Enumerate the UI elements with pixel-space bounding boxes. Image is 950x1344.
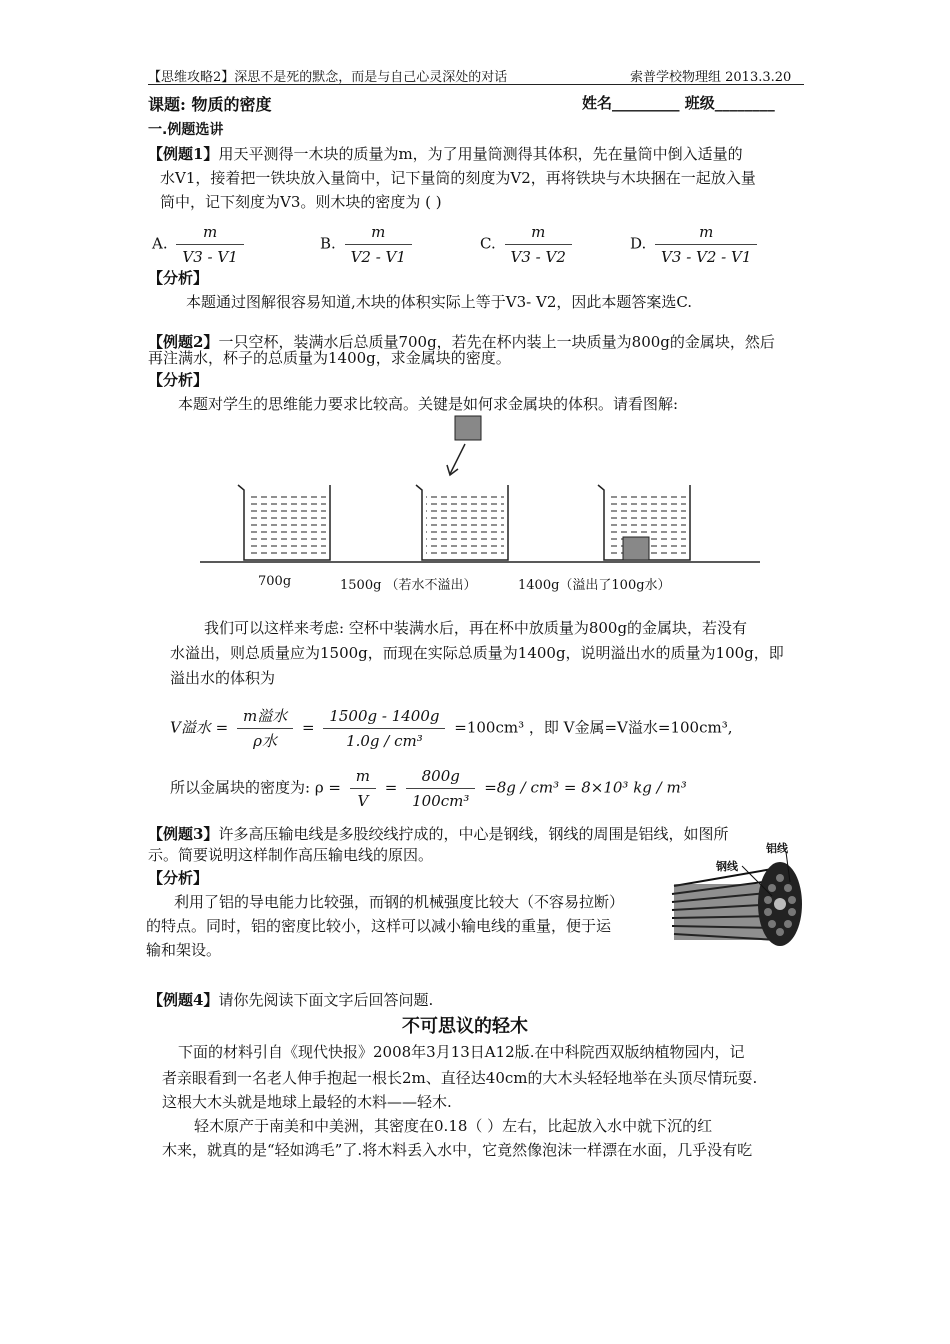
metal-block-in-beaker [623,537,649,560]
eq2-result: =8g / cm³ = 8×10³ kg / m³ [484,778,687,797]
ex1-line2: 水V1，接着把一铁块放入量筒中，记下量筒的刻度为V2，再将铁块与木块捆在一起放入量 [160,169,756,187]
eq1-lhs: V溢水 [170,718,211,737]
option-denominator: V3 - V2 [510,248,566,266]
ex4-intro-text: 请你先阅读下面文字后回答问题. [218,991,434,1009]
ex1-option-a [152,220,248,269]
ex2-para1: 我们可以这样来考虑: 空杯中装满水后，再在杯中放质量为800g的金属块，若没有 [204,619,748,637]
eq2-prefix: 所以金属块的密度为: ρ = [170,778,341,797]
eq2-num1: m [350,764,376,789]
option-denominator: V2 - V1 [350,248,406,266]
article-p2: 者亲眼看到一名老人伸手抱起一根长2m、直径达40cm的大木头轻轻地举在头顶尽情玩耍. [162,1069,758,1087]
header-motto: 【思维攻略2】深思不是死的默念，而是与自己心灵深处的对话 [148,70,508,85]
ex3-text1: 许多高压输电线是多股绞线拧成的，中心是钢线，钢线的周围是铝线，如图所 [218,825,729,843]
article-p5: 木来，就真的是“轻如鸿毛”了.将木料丢入水中，它竟然像泡沫一样漂在水面，几乎没有吃 [162,1141,753,1159]
ex1-text1: 用天平测得一木块的质量为m，为了用量筒测得其体积，先在量筒中倒入适量的 [218,145,743,163]
article-p4: 轻木原产于南美和中美洲，其密度在0.18（ ）左右，比起放入水中就下沉的红 [194,1117,713,1135]
ex1-option-c [480,220,576,269]
beaker-3 [598,485,690,560]
ex3-tag: 【例题3】 [148,825,219,843]
header-divider [148,84,804,85]
page-title: 课题: 物质的密度 [148,95,272,114]
ex1-option-d [630,220,761,269]
ex3-analysis-2: 的特点。同时，铝的密度比较小，这样可以减小输电线的重量，便于运 [146,917,612,935]
cable-illustration [668,838,808,958]
ex2-text1: 一只空杯，装满水后总质量700g，若先在杯内装上一块质量为800g的金属块，然后 [218,333,775,351]
option-numerator: m [505,220,572,245]
option-denominator: V3 - V2 - V1 [661,248,752,266]
eq1-den1: ρ水 [253,732,277,750]
ex1-line1 [148,142,743,166]
ex2-analysis: 本题对学生的思维能力要求比较高。关键是如何求金属块的体积。请看图解: [178,395,679,413]
equation-density: 所以金属块的密度为: ρ = $\frac{m}{V}$ = $\frac{800g}{\text{100cm³}}$ =8g / cm³ = 8×10³ kg / m³ [170,764,687,813]
section-heading: 一.例题选讲 [148,122,224,138]
eq1-den2: 1.0g / cm³ [346,732,423,750]
ex3-analysis-1: 利用了铝的导电能力比较强，而钢的机械强度比较大（不容易拉断） [174,893,625,911]
eq1-num2: 1500g - 1400g [323,704,445,729]
ex4-intro [148,988,433,1012]
ex2-para3: 溢出水的体积为 [170,669,276,687]
eq1-num1: m溢水 [237,704,293,729]
ex2-analysis-tag: 【分析】 [148,371,209,389]
ex3-analysis-tag: 【分析】 [148,869,209,887]
ex1-line3: 筒中，记下刻度为V3。则木块的密度为 ( ) [160,193,442,211]
option-label: A. [152,234,168,253]
eq2-den2: 100cm³ [412,792,470,810]
header-school-date: 索普学校物理组 2013.3.20 [630,70,792,85]
ex2-tag: 【例题2】 [148,333,219,351]
fig-label-3: 1400g（溢出了100g水） [518,578,671,593]
cable-label-steel: 钢线 [716,860,738,873]
ex2-para2: 水溢出，则总质量应为1500g，而现在实际总质量为1400g，说明溢出水的质量为100g，即 [170,644,784,662]
ex1-analysis-tag: 【分析】 [148,269,209,287]
eq1-result: =100cm³ ，即 V金属=V溢水=100cm³, [454,718,733,737]
option-label: C. [480,234,496,253]
ex3-analysis-3: 输和架设。 [146,941,222,959]
ex1-analysis: 本题通过图解很容易知道,木块的体积实际上等于V3- V2，因此本题答案选C. [186,293,693,311]
article-p3: 这根大木头就是地球上最轻的木料——轻木. [162,1093,452,1111]
beaker-1 [238,485,330,560]
option-numerator: m [655,220,757,245]
article-title: 不可思议的轻木 [402,1016,528,1037]
ex1-option-b [320,220,416,269]
metal-block [455,416,481,440]
ex4-tag: 【例题4】 [148,991,219,1009]
beaker-2 [416,485,508,560]
eq2-num2: 800g [406,764,475,789]
ex3-line2: 示。简要说明这样制作高压输电线的原因。 [148,846,434,864]
eq2-den1: V [357,792,369,810]
article-p1: 下面的材料引自《现代快报》2008年3月13日A12版.在中科院西双版纳植物园内，记 [178,1043,745,1061]
cable-label-aluminum: 铝线 [766,842,788,855]
fig-label-2: 1500g （若水不溢出） [340,578,477,593]
option-numerator: m [345,220,412,245]
option-numerator: m [176,220,243,245]
fig-label-1: 700g [258,574,292,589]
beaker-diagram [200,410,760,570]
option-label: D. [630,234,647,253]
ex2-line2: 再注满水，杯子的总质量为1400g，求金属块的密度。 [148,349,511,367]
option-denominator: V3 - V1 [182,248,238,266]
equation-volume: V溢水 = $\frac{\text{m溢水}}{\text{ρ水}}$ = $\frac{1500g - 1400g}{\text{1.0g / cm³}}$ =100cm³ ，即 V金属=V溢水=100cm³, [170,704,732,753]
ex1-tag: 【例题1】 [148,145,219,163]
name-class-field: 姓名_________ 班级________ [582,94,775,112]
option-label: B. [320,234,336,253]
